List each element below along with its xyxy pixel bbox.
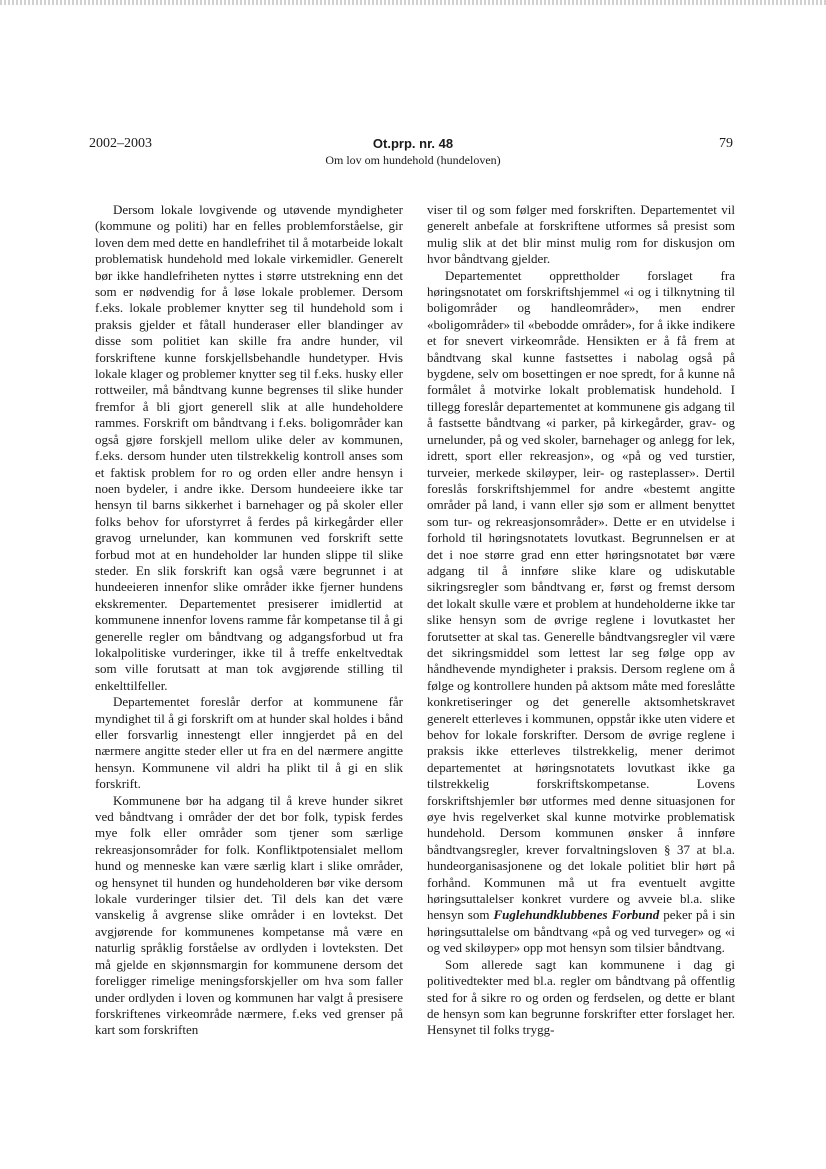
organisation-name: Fuglehundklubbenes Forbund: [493, 907, 660, 923]
document-title: Ot.prp. nr. 48: [372, 136, 454, 151]
paragraph: Departementet foreslår derfor at kommunene får myndighet til å gi forskrift om at hunder skal holdes i bånd eller forsvarlig innestengt eller inngjerdet på en del nærmere angitte steder eller ut fra en del nærmere angitte hensyn. Kommunene vil aldri ha plikt til å gi en slik forskrift.: [95, 694, 403, 792]
paragraph: Som allerede sagt kan kommunene i dag gi politivedtekter med bl.a. regler om båndtvang på offentlig sted for å sikre ro og orden og ferdselen, og dette er blant de hensyn som kan begrunne forskrifter etter forslaget her. Hensynet til folks trygg-: [427, 956, 735, 1038]
paragraph: Kommunene bør ha adgang til å kreve hunder sikret ved båndtvang i områder der det bor folk, typisk ferdes mye folk eller områder som tjener som særlige rekreasjonsområder for folk. Konfliktpotensialet mellom hund og menneske kan være særlig klart i slike områder, og hensynet til hunden og hundeholderen bør vike dersom lokale vurderinger tilsier det. Til dels kan det være vanskelig å avgrense slike områder i en lovtekst. Det avgjørende for kommunenes kompetanse må være en naturlig språklig forståelse av ordlyden i lovteksten. Det må gjelde en skjønnsmargin for kommunene dersom det foreligger rimelige meningsforskjeller om hva som faller under ordlyden i loven og kommunen har valgt å presisere forskriftenes virkeområde nærmere, f.eks ved grenser på kart som forskriften: [95, 792, 403, 1038]
document-subtitle: Om lov om hundehold (hundeloven): [325, 153, 501, 167]
paragraph: [427, 268, 735, 957]
page-header: [0, 136, 826, 176]
paragraph-text: peker på i sin høringsuttalelse om båndtvang «på og ved turveger» og «i og ved skiløyper» opp mot hensyn som tilsier båndtvang.: [427, 907, 736, 956]
page-number: 79: [719, 136, 733, 151]
paragraph-text: Departementet opprettholder forslaget fra høringsnotatet om forskriftshjemmel «i og i tilknytning til boligområder og handleområder», men endrer «boligområder» til «bebodde områder», for å ikke indikere et for snevert virkeområde. Hensikten er å få frem at båndtvang skal kunne fastsettes i nabolag også på bygdene, selv om bosettingen er noe spredt, for å kunne nå formålet å motvirke lokalt problematisk hundehold. I tillegg foreslår departementet at kommunene gis adgang til å fastsette båndtvang «i parker, på kirkegårder, grav- og urnelunder, på og ved skoler, barnehager og anlegg for lek, idrett, sport eller rekreasjon», og «på og ved turstier, turveier, merkede skiløyper, leir- og rasteplasser». Dertil foreslås forskriftshjemmel for andre «bestemt angitte områder på land, i vann eller sjø som er allment benyttet som tur- og rekreasjonsområder». Dette er en utvidelse i forhold til høringsnotatets lovutkast. Begrunnelsen er at det i noe større grad enn etter høringsnotatet bør være adgang til å innføre slike klare og udiskutable sikringsregler som båndtvang er, først og fremst dersom det lokalt skulle være et problem at hundeholderne ikke tar slike hensyn som de øvrige reglene i lovutkastet her forutsetter at skal tas. Generelle båndtvangsregler vil være det sikringsmiddel som lettest lar seg følge opp av håndhevende myndigheter i praksis. Dersom reglene om å følge og kontrollere hunden på aktsom måte med foreslåtte konkretiseringer og det generelle aktsomhetskravet generelt etterleves i kommunen, oppstår ikke uten videre et behov for lokale forskrifter. Dersom de øvrige reglene i praksis ikke etterleves tilstrekkelig, mener derimot departementet at høringsnotatets lovutkast ikke ga tilstrekkelig forskriftskompetanse. Lovens forskriftshjemler bør utformes med denne situasjonen for øye hvis regelverket skal kunne motvirke problematisk hundehold. Dersom kommunen ønsker å innføre båndtvangsregler, krever forvaltningsloven § 37 at bl.a. hundeorganisasjonene og det lokale politiet blir hørt på forhånd. Kommunen må ut fra eventuelt avgitte høringsuttalelser konkret vurdere og avveie bl.a. slike hensyn som: [427, 267, 735, 923]
right-column: [427, 202, 735, 1039]
scan-edge: [0, 0, 826, 5]
left-column: [95, 202, 403, 1039]
paragraph: viser til og som følger med forskriften. Departementet vil generelt anbefale at forskriftene utformes så presist som mulig slik at det blir minst mulig rom for diskusjon om hvor båndtvang gjelder.: [427, 202, 735, 267]
header-years: 2002–2003: [89, 136, 152, 151]
paragraph: Dersom lokale lovgivende og utøvende myndigheter (kommune og politi) har en felles problemforståelse, gir loven dem med dette en handlefrihet til å motarbeide lokalt problematisk hundehold med lokale virkemidler. Generelt bør ikke handlefriheten nyttes i større utstrekning enn det som er nødvendig for å løse lokale problemer. Dersom f.eks. lokale problemer knytter seg til hundehold som i praksis gjelder et fåtall hunderaser eller blandinger av disse som politiet kan skille fra andre hunder, vil forskriftene kunne forskjellsbehandle hundetyper. Hvis lokale klager og problemer knytter seg til f.eks. husky eller rottweiler, må båndtvang kunne begrenses til slike hunder fremfor å bli gjort generell slik at alle hundeholdere rammes. Forskrift om båndtvang i f.eks. boligområder kan også gjøre forskjell mellom ulike deler av kommunen, f.eks. dersom hunder uten tilstrekkelig kontroll anses som et faktisk problem for ro og orden eller andre hensyn i noen bydeler, i andre ikke. Dersom hundeeiere ikke tar hensyn til barns sikkerhet i barnehager og på skoler eller folks behov for uforstyrret å ferdes på kirkegårder eller gravog urnelunder, kan kommunen ved forskrift sette forbud mot at en hundeholder lar hunden slippe til slike steder. En slik forskrift kan også være begrunnet i at hundeeieren innenfor slike områder ikke fjerner hundens ekskrementer. Departementet presiserer imidlertid at kommunene innenfor lovens ramme får kompetanse til å gi generelle regler om båndtvang og adgangsforbud ut fra lokalpolitiske vurderinger, ikke til å treffe enkeltvedtak som ville forutsatt at man tok avgjørende stilling til enkelttilfeller.: [95, 202, 403, 693]
